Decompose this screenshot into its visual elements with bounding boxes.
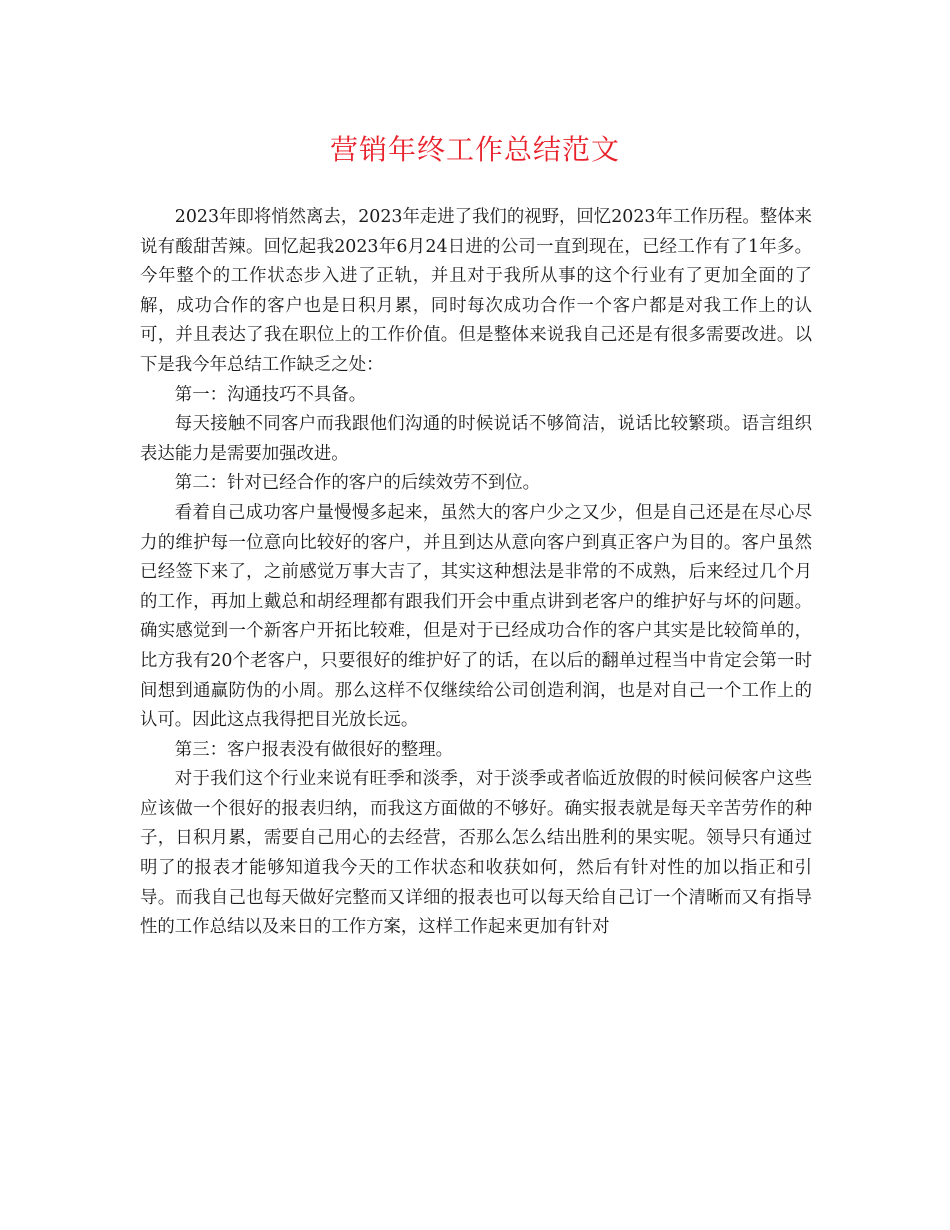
- document-body: [140, 203, 812, 943]
- paragraph-point-3: 对于我们这个行业来说有旺季和淡季，对于淡季或者临近放假的时候问候客户这些应该做一个很好的报表归纳，而我这方面做的不够好。确实报表就是每天辛苦劳作的种子，日积月累，需要自己用心的去经营，否那么怎么结出胜利的果实呢。领导只有通过明了的报表才能够知道我今天的工作状态和收获如何，然后有针对性的加以指正和引导。而我自己也每天做好完整而又详细的报表也可以每天给自己订一个清晰而又有指导性的工作总结以及来日的工作方案，这样工作起来更加有针对: [140, 769, 812, 938]
- paragraph-intro: 2023年即将悄然离去，2023年走进了我们的视野，回忆2023年工作历程。整体来说有酸甜苦辣。回忆起我2023年6月24日进的公司一直到现在，已经工作有了1年多。今年整个的工作状态步入进了正轨，并且对于我所从事的这个行业有了更加全面的了解，成功合作的客户也是日积月累，同时每次成功合作一个客户都是对我工作上的认可，并且表达了我在职位上的工作价值。但是整体来说我自己还是有很多需要改进。以下是我今年总结工作缺乏之处：: [140, 207, 812, 375]
- heading-point-1: 第一：沟通技巧不具备。: [174, 384, 367, 405]
- heading-point-3: 第三：客户报表没有做很好的整理。: [174, 739, 454, 760]
- paragraph-point-1: 每天接触不同客户而我跟他们沟通的时候说话不够简洁，说话比较繁琐。语言组织表达能力是需要加强改进。: [140, 414, 812, 464]
- paragraph-point-2: 看着自己成功客户量慢慢多起来，虽然大的客户少之又少，但是自己还是在尽心尽力的维护每一位意向比较好的客户，并且到达从意向客户到真正客户为目的。客户虽然已经签下来了，之前感觉万事大吉了，其实这种想法是非常的不成熟，后来经过几个月的工作，再加上戴总和胡经理都有跟我们开会中重点讲到老客户的维护好与坏的问题。确实感觉到一个新客户开拓比较难，但是对于已经成功合作的客户其实是比较简单的，比方我有20个老客户，只要很好的维护好了的话，在以后的翻单过程当中肯定会第一时间想到通赢防伪的小周。那么这样不仅继续给公司创造利润，也是对自己一个工作上的认可。因此这点我得把目光放长远。: [140, 502, 812, 731]
- document-title: 营销年终工作总结范文: [329, 133, 620, 166]
- heading-point-2: 第二：针对已经合作的客户的后续效劳不到位。: [174, 473, 541, 494]
